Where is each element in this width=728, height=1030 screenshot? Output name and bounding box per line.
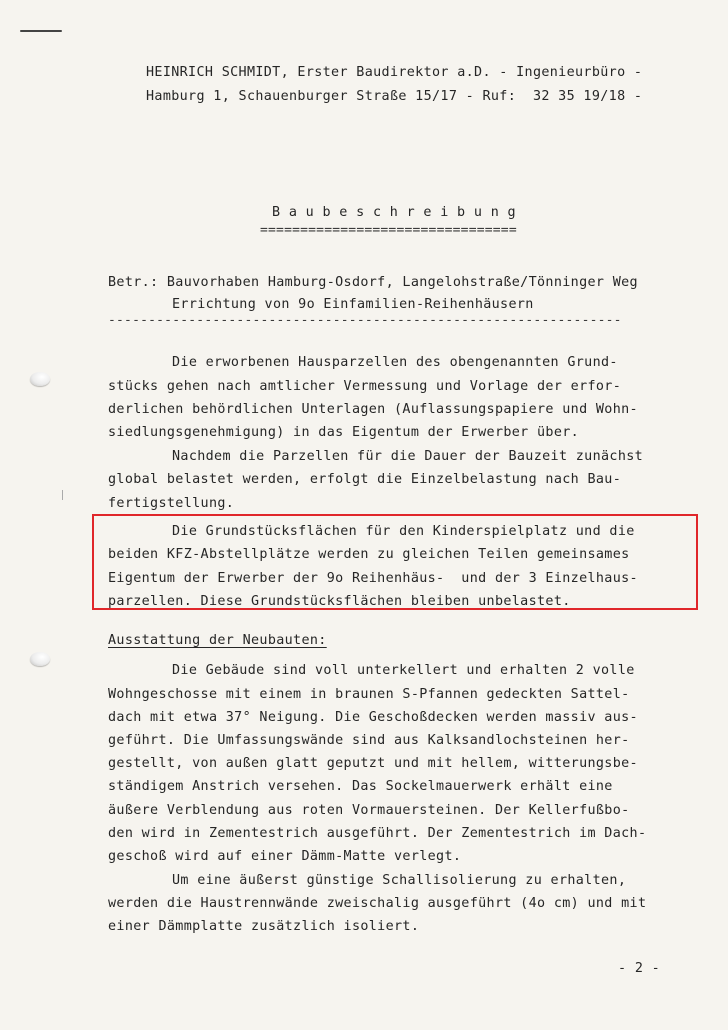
letterhead-line-1: HEINRICH SCHMIDT, Erster Baudirektor a.D. - Ingenieurbüro -	[146, 65, 643, 80]
section-heading: Ausstattung der Neubauten:	[108, 633, 327, 648]
punch-hole-top	[30, 372, 50, 386]
paragraph-4-line: Wohngeschosse mit einem in braunen S-Pfannen gedeckten Sattel-	[108, 687, 630, 702]
paragraph-4-line: geschoß wird auf einer Dämm-Matte verlegt.	[108, 849, 462, 864]
paragraph-2-line: fertigstellung.	[108, 496, 235, 511]
paragraph-4-line: ständigem Anstrich versehen. Das Sockelmauerwerk erhält eine	[108, 779, 613, 794]
subject-rule: ----------------------------------------------------------------	[108, 313, 622, 328]
paragraph-4-line: gestellt, von außen glatt geputzt und mit hellem, witterungsbe-	[108, 756, 638, 771]
pen-mark	[20, 30, 62, 32]
paragraph-1-line: Die erworbenen Hausparzellen des obengenannten Grund-	[172, 355, 618, 370]
paragraph-1-line: siedlungsgenehmigung) in das Eigentum der Erwerber über.	[108, 425, 580, 440]
paragraph-1-line: stücks gehen nach amtlicher Vermessung und Vorlage der erfor-	[108, 379, 622, 394]
paragraph-3-line: beiden KFZ-Abstellplätze werden zu gleichen Teilen gemeinsames	[108, 547, 630, 562]
subject-line-2: Errichtung von 9o Einfamilien-Reihenhäusern	[172, 297, 534, 312]
letterhead-line-2: Hamburg 1, Schauenburger Straße 15/17 - Ruf: 32 35 19/18 -	[146, 89, 643, 104]
paragraph-5-line: Um eine äußerst günstige Schallisolierung zu erhalten,	[172, 873, 627, 888]
paragraph-3-line: parzellen. Diese Grundstücksflächen bleiben unbelastet.	[108, 594, 571, 609]
paragraph-5-line: einer Dämmplatte zusätzlich isoliert.	[108, 919, 420, 934]
paragraph-2-line: Nachdem die Parzellen für die Dauer der Bauzeit zunächst	[172, 449, 644, 464]
paragraph-4-line: Die Gebäude sind voll unterkellert und erhalten 2 volle	[172, 663, 635, 678]
page-number: - 2 -	[618, 961, 661, 976]
paragraph-2-line: global belastet werden, erfolgt die Einzelbelastung nach Bau-	[108, 472, 622, 487]
title-underline: ================================	[260, 223, 517, 238]
document-title: B a u b e s c h r e i b u n g	[272, 205, 516, 220]
paragraph-3-line: Eigentum der Erwerber der 9o Reihenhäus- und der 3 Einzelhaus-	[108, 571, 638, 586]
subject-line-1: Betr.: Bauvorhaben Hamburg-Osdorf, Langelohstraße/Tönninger Weg	[108, 275, 638, 290]
punch-hole-bottom	[30, 652, 50, 666]
paragraph-4-line: geführt. Die Umfassungswände sind aus Kalksandlochsteinen her-	[108, 733, 630, 748]
paragraph-4-line: äußere Verblendung aus roten Vormauersteinen. Der Kellerfußbo-	[108, 803, 630, 818]
paragraph-3-line: Die Grundstücksflächen für den Kinderspielplatz und die	[172, 524, 635, 539]
margin-mark	[62, 490, 63, 500]
paragraph-4-line: dach mit etwa 37° Neigung. Die Geschoßdecken werden massiv aus-	[108, 710, 638, 725]
paragraph-4-line: den wird in Zementestrich ausgeführt. Der Zementestrich im Dach-	[108, 826, 647, 841]
paragraph-1-line: derlichen behördlichen Unterlagen (Auflassungspapiere und Wohn-	[108, 402, 638, 417]
paragraph-5-line: werden die Haustrennwände zweischalig ausgeführt (4o cm) und mit	[108, 896, 647, 911]
